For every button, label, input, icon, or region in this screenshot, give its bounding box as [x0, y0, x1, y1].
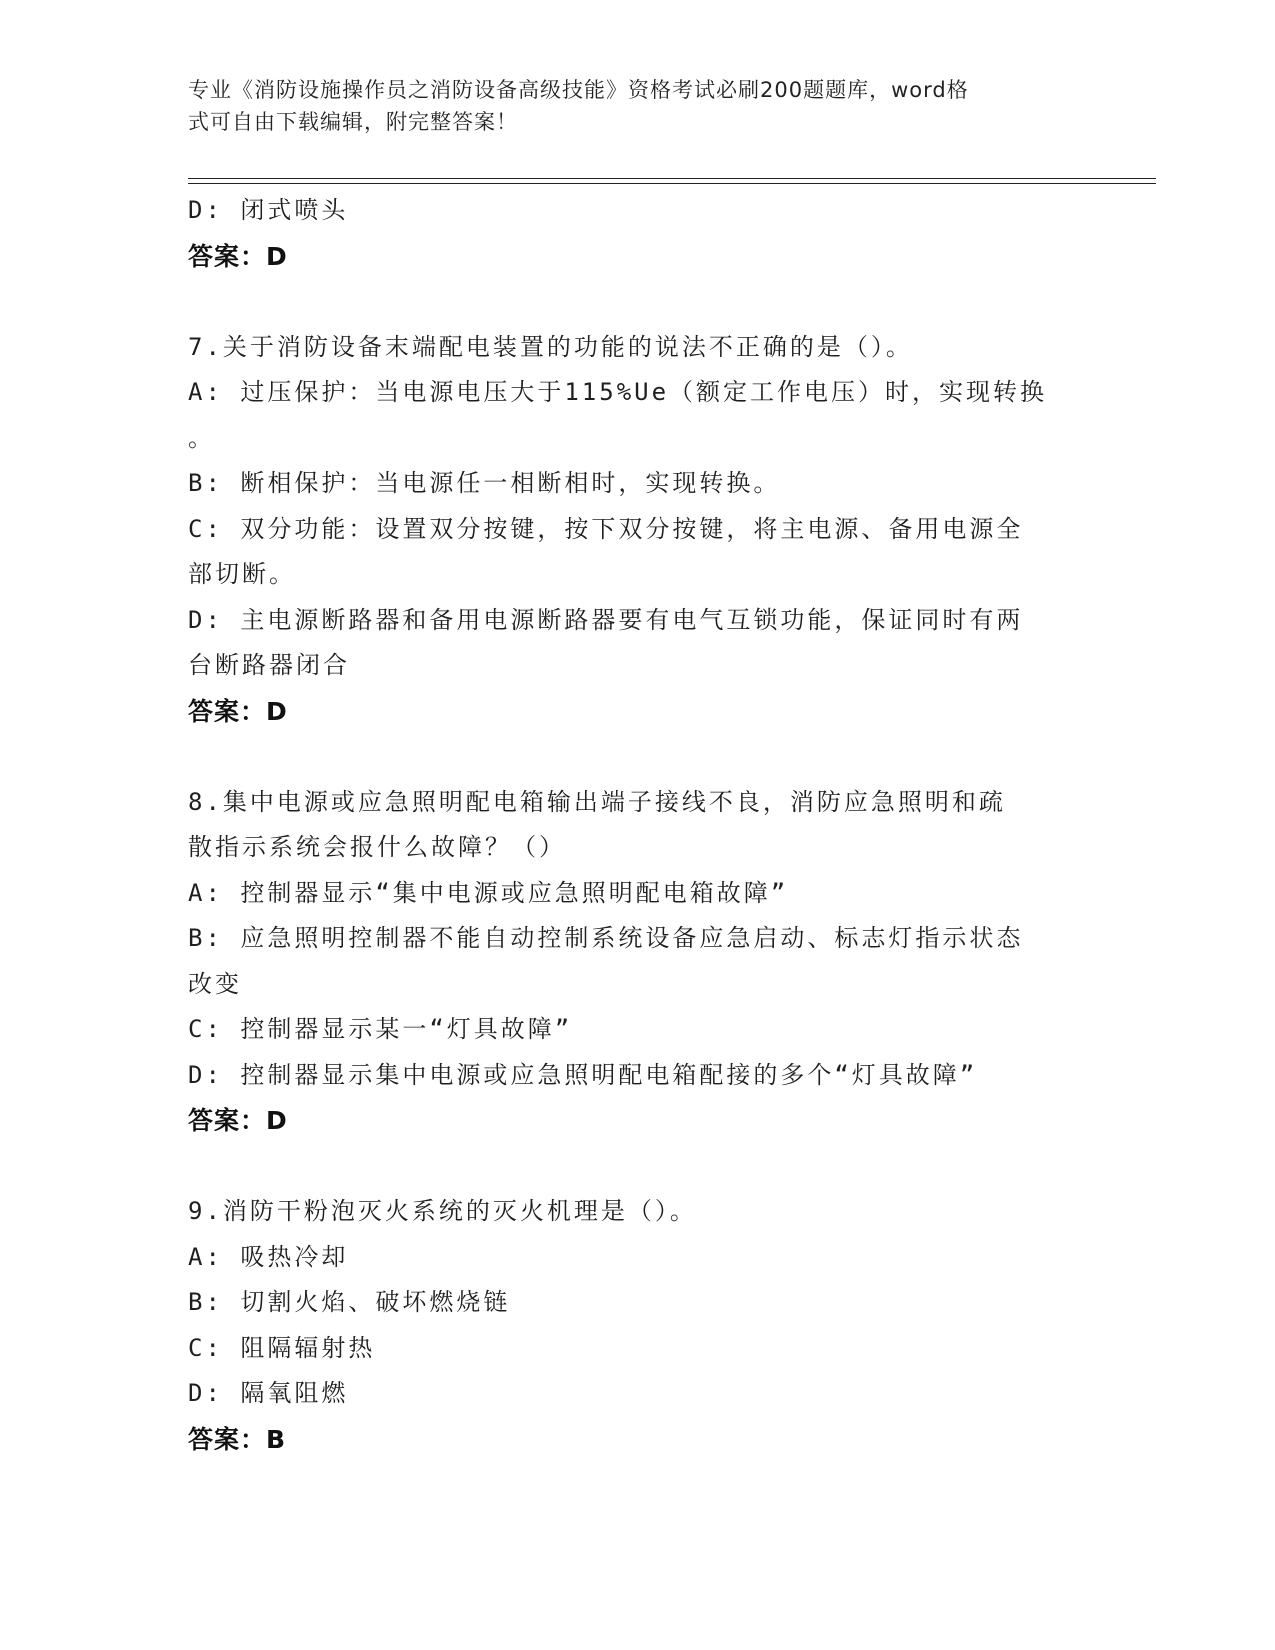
option-d: D: 闭式喷头 [188, 196, 349, 224]
option-d-continued: 台断路器闭合 [188, 651, 350, 679]
option-d: D: 主电源断路器和备用电源断路器要有电气互锁功能，保证同时有两 [188, 605, 1024, 634]
header-line-2: 式可自由下载编辑，附完整答案！ [188, 110, 518, 134]
option-c: C: 阻隔辐射热 [188, 1333, 376, 1362]
spacer [188, 1144, 1088, 1190]
question-text: 7.关于消防设备末端配电装置的功能的说法不正确的是（）。 [188, 332, 913, 361]
answer: 答案：D [188, 1106, 288, 1135]
header-divider-top [188, 178, 1156, 179]
option-c: C: 双分功能：设置双分按键，按下双分按键，将主电源、备用电源全 [188, 514, 1024, 543]
document-header [188, 74, 1068, 138]
header-divider-bottom [188, 183, 1156, 184]
question-text-continued: 散指示系统会报什么故障？（） [188, 833, 566, 861]
option-c: C: 控制器显示某一“灯具故障” [188, 1015, 573, 1043]
question-text: 8.集中电源或应急照明配电箱输出端子接线不良，消防应急照明和疏 [188, 787, 1006, 816]
spacer [188, 734, 1088, 780]
question-8-block [188, 780, 1088, 1144]
option-b: B: 断相保护：当电源任一相断相时，实现转换。 [188, 469, 781, 497]
option-b: B: 应急照明控制器不能自动控制系统设备应急启动、标志灯指示状态 [188, 924, 1024, 952]
option-a: A: 过压保护：当电源电压大于115%Ue（额定工作电压）时，实现转换 [188, 378, 1048, 406]
answer: 答案：D [188, 696, 288, 726]
header-line-1: 专业《消防设施操作员之消防设备高级技能》资格考试必刷200题题库，word格 [188, 78, 969, 102]
option-c-continued: 部切断。 [188, 560, 296, 588]
spacer [188, 279, 1088, 325]
question-7-block [188, 325, 1088, 735]
question-6-block [188, 188, 1088, 279]
option-d: D: 隔氧阻燃 [188, 1379, 349, 1407]
document-body [188, 188, 1088, 1462]
option-a: A: 吸热冷却 [188, 1242, 349, 1271]
option-a-continued: 。 [188, 423, 215, 452]
answer: 答案：D [188, 241, 288, 271]
question-text: 9.消防干粉泡灭火系统的灭火机理是（）。 [188, 1197, 697, 1225]
question-9-block [188, 1189, 1088, 1462]
option-d: D: 控制器显示集中电源或应急照明配电箱配接的多个“灯具故障” [188, 1060, 978, 1089]
answer: 答案：B [188, 1424, 287, 1454]
option-a: A: 控制器显示“集中电源或应急照明配电箱故障” [188, 878, 789, 907]
option-b: B: 切割火焰、破坏燃烧链 [188, 1288, 511, 1316]
option-b-continued: 改变 [188, 969, 242, 998]
